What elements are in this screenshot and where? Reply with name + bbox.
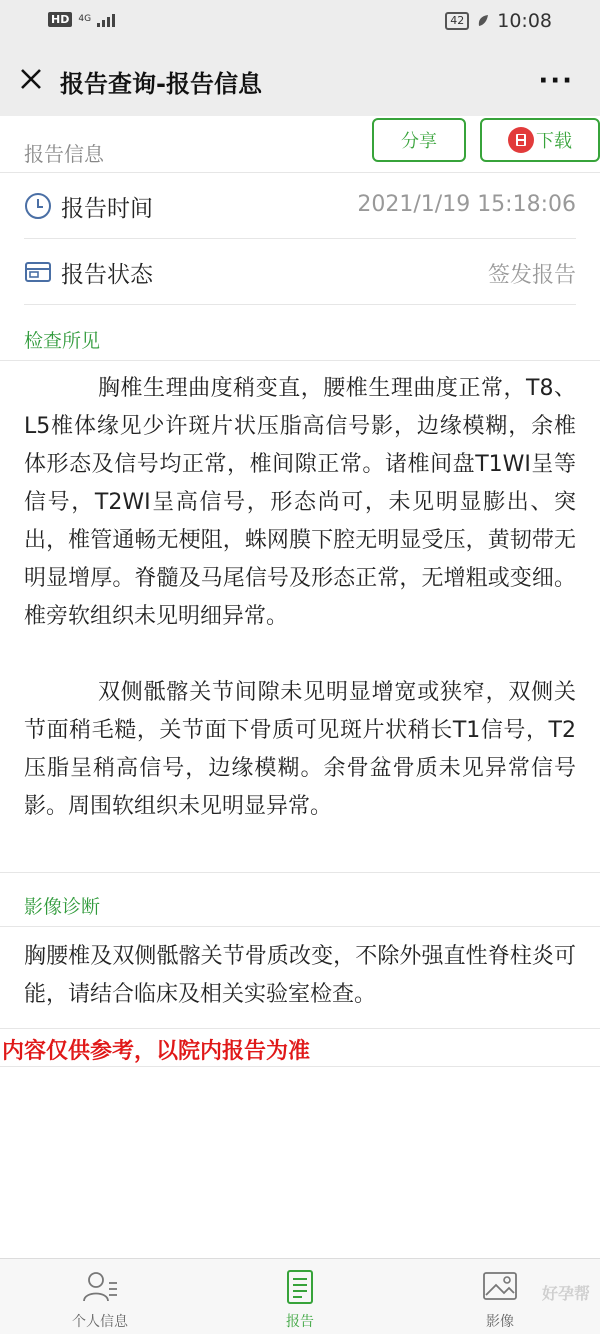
clock: 10:08	[497, 10, 552, 32]
report-info-label: 报告信息	[24, 142, 104, 166]
leaf-icon	[477, 14, 489, 28]
download-label: 下载	[536, 131, 572, 152]
status-left	[48, 12, 115, 27]
share-button[interactable]	[372, 118, 466, 162]
report-time-value: 2021/1/19 15:18:06	[357, 192, 576, 217]
report-status-value: 签发报告	[487, 263, 576, 288]
download-button[interactable]	[480, 118, 600, 162]
status-right	[445, 10, 552, 32]
findings-paragraph-1: 胸椎生理曲度稍变直，腰椎生理曲度正常，T8、L5椎体缘见少许斑片状压脂高信号影，边缘模糊，余椎体形态及信号均正常，椎间隙正常。诸椎间盘T1WI呈等信号，T2WI呈高信号，形态尚可，未见明显膨出、突出，椎管通畅无梗阻，蛛网膜下腔无明显受压，黄韧带无明显增厚。脊髓及马尾信号及形态正常，无增粗或变细。椎旁软组织未见明细异常。	[24, 376, 576, 629]
download-icon	[508, 127, 534, 153]
nav-label-report: 报告	[286, 1314, 314, 1330]
watermark-logo: 好孕帮	[541, 1284, 590, 1303]
findings-heading: 检查所见	[24, 330, 101, 352]
title-bar	[0, 44, 600, 116]
page-title: 报告查询-报告信息	[60, 70, 262, 98]
nav-label-personal-info: 个人信息	[72, 1314, 128, 1330]
divider	[0, 926, 600, 927]
findings-paragraph-2: 双侧骶髂关节间隙未见明显增宽或狭窄，双侧关节面稍毛糙，关节面下骨质可见斑片状稍长T1信号，T2压脂呈稍高信号，边缘模糊。余骨盆骨质未见异常信号影。周围软组织未见明显异常。	[24, 680, 576, 819]
person-icon	[82, 1269, 118, 1305]
report-time-row	[24, 174, 576, 239]
status-bar	[0, 0, 600, 44]
share-label: 分享	[401, 131, 437, 152]
disclaimer-text: 内容仅供参考，以院内报告为准	[2, 1039, 311, 1064]
signal-icon	[97, 13, 115, 27]
diagnosis-heading: 影像诊断	[24, 896, 101, 918]
status-card-icon	[24, 258, 52, 286]
bottom-nav	[0, 1258, 600, 1334]
report-status-label: 报告状态	[61, 262, 153, 288]
network-indicator: 4G	[78, 14, 92, 24]
image-icon	[482, 1269, 518, 1305]
report-info-header	[0, 116, 600, 173]
close-icon[interactable]	[16, 64, 46, 94]
divider	[0, 1028, 600, 1029]
report-time-label: 报告时间	[61, 196, 153, 222]
diagnosis-text: 胸腰椎及双侧骶髂关节骨质改变，不除外强直性脊柱炎可能，请结合临床及相关实验室检查。	[24, 944, 576, 1007]
divider	[0, 1066, 600, 1067]
nav-label-image: 影像	[486, 1314, 514, 1330]
clock-icon	[24, 192, 52, 220]
nav-item-personal-info[interactable]	[0, 1259, 200, 1334]
divider	[0, 872, 600, 873]
more-button[interactable]: ···	[538, 66, 574, 96]
battery-icon: 42	[445, 12, 469, 30]
report-icon	[282, 1269, 318, 1305]
hd-indicator: HD	[48, 12, 72, 27]
divider	[0, 360, 600, 361]
nav-item-report[interactable]	[200, 1259, 400, 1334]
report-status-row	[24, 240, 576, 305]
